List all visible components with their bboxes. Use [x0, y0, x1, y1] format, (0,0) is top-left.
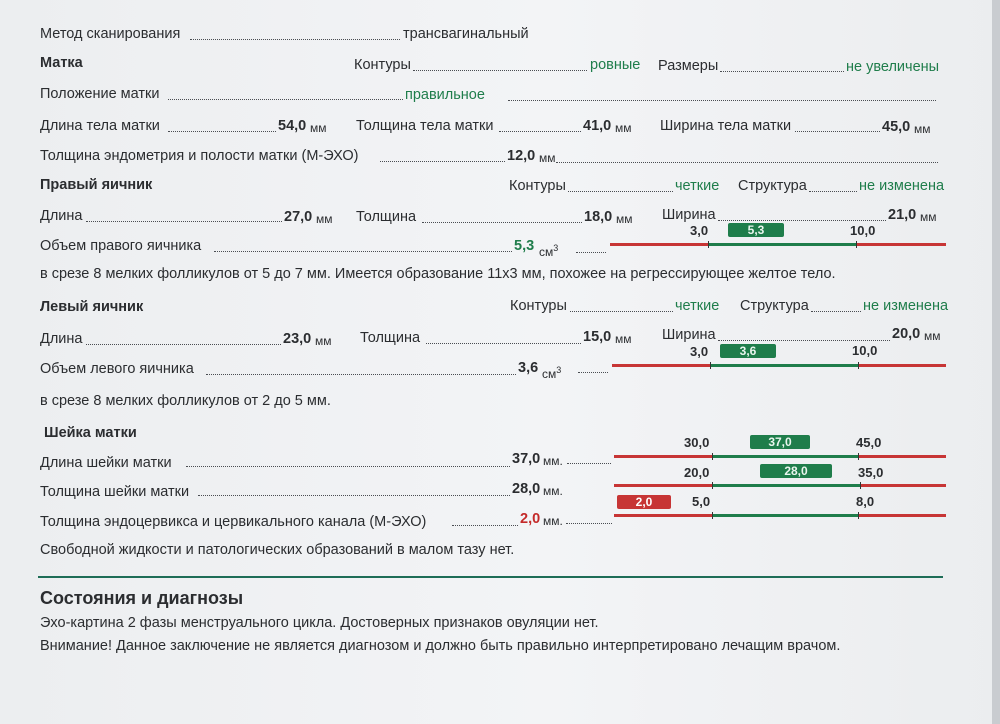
unit: мм [914, 122, 931, 136]
cervix-length-scale [614, 455, 946, 458]
leader-dots [718, 340, 890, 341]
scale-high-label: 10,0 [850, 223, 876, 238]
leader-dots [568, 191, 673, 192]
left-ovary-width-value: 20,0 [892, 326, 921, 342]
leader-dots [567, 463, 611, 464]
endocervix-value: 2,0 [520, 511, 541, 527]
leader-dots [380, 161, 505, 162]
scale-low-label: 3,0 [690, 223, 709, 238]
scale-normal-segment [712, 455, 858, 458]
unit: мм [615, 121, 632, 135]
leader-dots [190, 39, 400, 40]
leader-dots [452, 525, 518, 526]
endocervix-label: Толщина эндоцервикса и цервикального канала (М-ЭХО) [40, 514, 427, 530]
right-ovary-title: Правый яичник [40, 177, 153, 193]
scale-normal-segment [710, 364, 858, 367]
scale-tick [858, 453, 859, 460]
scale-marker: 5,3 [728, 223, 784, 237]
leader-dots [214, 251, 512, 252]
right-ovary-thickness-label: Толщина [356, 209, 417, 225]
scale-marker: 3,6 [720, 344, 776, 358]
scale-tick [712, 512, 713, 519]
right-ovary-length-label: Длина [40, 208, 83, 224]
cervix-length-label: Длина шейки матки [40, 455, 172, 471]
scale-tick [856, 241, 857, 248]
right-ovary-contour-value: четкие [675, 178, 720, 194]
scale-high-segment [858, 514, 946, 517]
scan-method-label: Метод сканирования [40, 26, 181, 42]
uterus-thickness-label: Толщина тела матки [356, 118, 494, 134]
right-ovary-note: в срезе 8 мелких фолликулов от 5 до 7 мм. Имеется образование 11х3 мм, похожее на регрессирующее желтое тело. [40, 266, 836, 282]
scale-marker: 28,0 [760, 464, 832, 478]
leader-dots [168, 131, 276, 132]
scale-tick [712, 453, 713, 460]
leader-dots [86, 221, 282, 222]
left-ovary-volume-label: Объем левого яичника [40, 361, 194, 377]
endometrium-value: 12,0 [507, 148, 536, 164]
right-ovary-width-value: 21,0 [888, 207, 917, 223]
scale-marker: 2,0 [617, 495, 671, 509]
uterus-length-label: Длина тела матки [40, 118, 160, 134]
endocervix-scale [614, 514, 946, 517]
unit: мм [316, 212, 333, 226]
leader-dots [206, 374, 516, 375]
uterus-position-label: Положение матки [40, 86, 160, 102]
left-ovary-contour-value: четкие [675, 298, 720, 314]
leader-dots [198, 495, 510, 496]
leader-dots [508, 100, 936, 101]
leader-dots [86, 344, 281, 345]
unit: мм [924, 329, 941, 343]
scale-tick [860, 482, 861, 489]
leader-dots [566, 523, 612, 524]
cervix-thickness-label: Толщина шейки матки [40, 484, 190, 500]
page-edge [992, 0, 1000, 724]
left-ovary-structure-label: Структура [740, 298, 809, 314]
right-ovary-volume-value: 5,3 [514, 238, 535, 254]
scale-low-segment [614, 455, 712, 458]
scale-tick [712, 482, 713, 489]
leader-dots [168, 99, 403, 100]
leader-dots [811, 311, 861, 312]
right-ovary-thickness-value: 18,0 [584, 209, 613, 225]
leader-dots [795, 131, 880, 132]
scale-high-segment [858, 364, 946, 367]
scale-low-label: 3,0 [690, 344, 709, 359]
scale-normal-segment [708, 243, 856, 246]
leader-dots [186, 466, 510, 467]
scale-high-segment [856, 243, 946, 246]
uterus-size-label: Размеры [658, 58, 719, 74]
scale-tick [858, 512, 859, 519]
scale-low-label: 30,0 [684, 435, 710, 450]
left-ovary-volume-scale [612, 364, 946, 367]
unit: мм [615, 332, 632, 346]
scan-method-value: трансвагинальный [403, 26, 529, 42]
scale-low-label: 20,0 [684, 465, 710, 480]
scale-high-label: 8,0 [856, 494, 875, 509]
scale-high-segment [858, 455, 946, 458]
right-ovary-structure-label: Структура [738, 178, 807, 194]
right-ovary-length-value: 27,0 [284, 209, 313, 225]
leader-dots [556, 162, 938, 163]
unit: мм [315, 334, 332, 348]
left-ovary-volume-value: 3,6 [518, 360, 539, 376]
conclusion-title: Состояния и диагнозы [40, 588, 244, 608]
leader-dots [426, 343, 581, 344]
right-ovary-volume-scale [610, 243, 946, 246]
cervix-thickness-value: 28,0 [512, 481, 541, 497]
scale-high-label: 45,0 [856, 435, 882, 450]
scale-low-segment [614, 484, 712, 487]
left-ovary-title: Левый яичник [40, 299, 144, 315]
uterus-contour-value: ровные [590, 57, 641, 73]
uterus-width-label: Ширина тела матки [660, 118, 792, 134]
section-divider [38, 576, 943, 578]
scale-normal-segment [712, 484, 860, 487]
scale-tick [708, 241, 709, 248]
left-ovary-thickness-label: Толщина [360, 330, 421, 346]
left-ovary-structure-value: не изменена [863, 298, 949, 314]
unit: мм. [543, 514, 563, 528]
cervix-title: Шейка матки [44, 425, 137, 441]
scale-high-segment [860, 484, 946, 487]
left-ovary-length-label: Длина [40, 331, 83, 347]
leader-dots [576, 252, 606, 253]
scale-tick [858, 362, 859, 369]
leader-dots [720, 71, 844, 72]
right-ovary-contour-label: Контуры [509, 178, 566, 194]
unit: $см^3$ [542, 365, 562, 381]
left-ovary-length-value: 23,0 [283, 331, 312, 347]
scale-high-label: 10,0 [852, 343, 878, 358]
left-ovary-width-label: Ширина [662, 327, 716, 343]
scale-low-segment [614, 514, 712, 517]
uterus-size-value: не увеличены [846, 59, 940, 75]
leader-dots [499, 131, 581, 132]
leader-dots [413, 70, 587, 71]
unit: мм. [543, 454, 563, 468]
leader-dots [422, 222, 582, 223]
left-ovary-note: в срезе 8 мелких фолликулов от 2 до 5 мм. [40, 393, 331, 409]
leader-dots [718, 220, 886, 221]
cervix-thickness-scale [614, 484, 946, 487]
leader-dots [809, 191, 857, 192]
uterus-length-value: 54,0 [278, 118, 307, 134]
unit: мм. [543, 484, 563, 498]
scale-marker: 37,0 [750, 435, 810, 449]
scale-low-label: 5,0 [692, 494, 711, 509]
unit: мм [539, 151, 556, 165]
right-ovary-width-label: Ширина [662, 207, 716, 223]
leader-dots [570, 311, 673, 312]
leader-dots [578, 372, 608, 373]
disclaimer-text: Внимание! Данное заключение не является диагнозом и должно быть правильно интерпретировано лечащим врачом. [40, 638, 841, 654]
left-ovary-contour-label: Контуры [510, 298, 567, 314]
uterus-title: Матка [40, 55, 83, 71]
unit: мм [920, 210, 937, 224]
scale-normal-segment [712, 514, 858, 517]
right-ovary-volume-label: Объем правого яичника [40, 238, 202, 254]
free-fluid-text: Свободной жидкости и патологических образований в малом тазу нет. [40, 542, 515, 558]
uterus-contour-label: Контуры [354, 57, 411, 73]
right-ovary-structure-value: не изменена [859, 178, 945, 194]
cervix-length-value: 37,0 [512, 451, 541, 467]
uterus-width-value: 45,0 [882, 119, 911, 135]
scale-tick [710, 362, 711, 369]
conclusion-text: Эхо-картина 2 фазы менструального цикла. Достоверных признаков овуляции нет. [40, 615, 599, 631]
left-ovary-thickness-value: 15,0 [583, 329, 612, 345]
uterus-position-value: правильное [405, 87, 485, 103]
uterus-thickness-value: 41,0 [583, 118, 612, 134]
unit: $см^3$ [539, 243, 559, 259]
unit: мм [310, 121, 327, 135]
scale-low-segment [610, 243, 708, 246]
endometrium-label: Толщина эндометрия и полости матки (М-ЭХО) [40, 148, 359, 164]
unit: мм [616, 212, 633, 226]
scale-low-segment [612, 364, 710, 367]
scale-high-label: 35,0 [858, 465, 884, 480]
